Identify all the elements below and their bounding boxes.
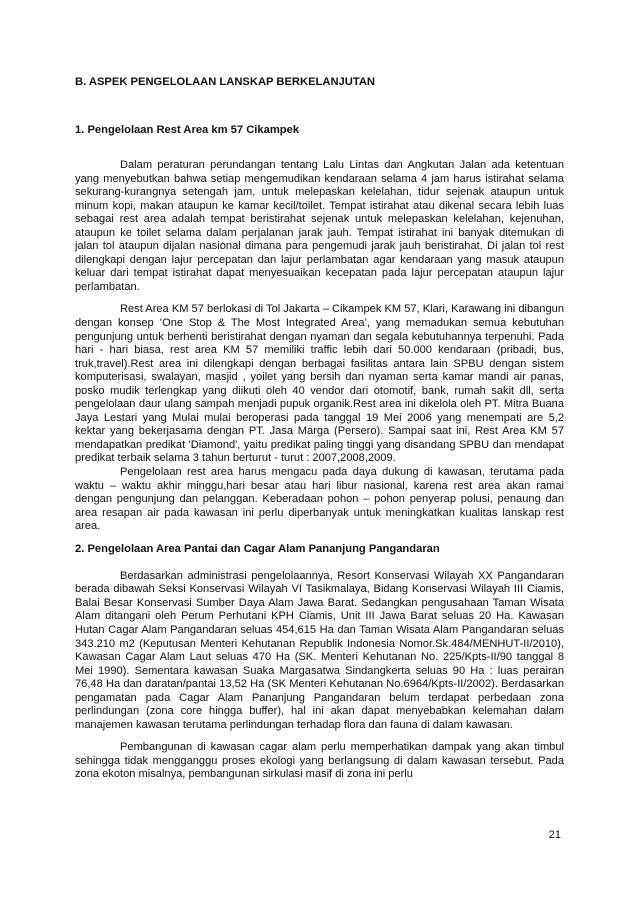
- paragraph: Pengelolaan rest area harus mengacu pada daya dukung di kawasan, terutama pada waktu – waktu akhir minggu,hari besar atau hari libur nasional, karena rest area akan ramai dengan pengunjung dan pelanggan. Keberadaan pohon – pohon penyerap polusi, penaung dan area resapan air pada kawasan ini perlu diperbanyak untuk meningkatkan kualitas lanskap rest area.: [75, 466, 564, 533]
- subsection-title-rest-area: 1. Pengelolaan Rest Area km 57 Cikampek: [75, 124, 300, 136]
- section-title: B. ASPEK PENGELOLAAN LANSKAP BERKELANJUTAN: [75, 76, 376, 88]
- paragraph: Rest Area KM 57 berlokasi di Tol Jakarta – Cikampek KM 57, Klari, Karawang ini dibangun dengan konsep ’One Stop & The Most Integrated Area’, yang memadukan semua kebutuhan pengunjung untuk berhenti beristirahat dengan nyaman dan segala kebutuhannya terpenuhi. Pada hari - hari biasa, rest area KM 57 memiliki traffic lebih dari 50.000 kendaraan (pribadi, bus, truk,travel).Rest area ini dilengkapi dengan berbagai fasilitas antara lain SPBU dengan sistem komputerisasi, swalayan, masjid , yoilet yang bersih dan nyaman serta kamar mandi air panas, posko mudik terlengkap yang diikuti oleh 40 vendor dari otomotif, bank, rumah sakit dll, serta pengelolaan daur ulang sampah menjadi pupuk organik.Rest area ini dikelola oleh PT. Mitra Buana Jaya Lestari yang Mulai mulai beroperasi pada tanggal 19 Mei 2006 yang menempati are 5,2 kektar yang bekerjasama dengan PT. Jasa Marga (Persero). Sampai saat ini, Rest Area KM 57 mendapatkan predikat 'Diamond', yaitu predikat paling tinggi yang disandang SPBU dan mendapat predikat terbaik selama 3 tahun berturut - turut : 2007,2008,2009.: [75, 303, 564, 465]
- paragraph: Dalam peraturan perundangan tentang Lalu Lintas dan Angkutan Jalan ada ketentuan yang menyebutkan bahwa setiap mengemudikan kendaraan selama 4 jam harus istirahat selama sekurang-kurangnya setengah jam, untuk melepaskan kelelahan, tidur sejenak ataupun untuk minum kopi, makan ataupun ke kamar kecil/toilet. Tempat istirahat atau dikenal secara lebih luas sebagai rest area adalah tempat beristirahat sejenak untuk melepaskan kelelahan, kejenuhan, ataupun ke toilet selama dalam perjalanan jarak jauh. Tempat istirahat ini banyak ditemukan di jalan tol ataupun dijalan nasional dimana para pengemudi jarak jauh beristirahat. Di jalan tol rest dilengkapi dengan lajur percepatan dan lajur perlambatan agar kendaraan yang masuk ataupun keluar dari tempat istirahat dapat menyesuaikan kecepatan pada lajur percepatan ataupun lajur perlambatan.: [75, 159, 564, 293]
- paragraph: Berdasarkan administrasi pengelolaannya, Resort Konservasi Wilayah XX Pangandaran berada dibawah Seksi Konservasi Wilayah VI Tasikmalaya, Bidang Konservasi Wilayah III Ciamis, Balai Besar Konservasi Sumber Daya Alam Jawa Barat. Sedangkan pengusahaan Taman Wisata Alam ditangani oleh Perum Perhutani KPH Ciamis, Unit III Jawa Barat seluas 20 Ha. Kawasan Hutan Cagar Alam Pangandaran seluas 454,615 Ha dan Taman Wisata Alam Pangandaran seluas 343.210 m2 (Keputusan Menteri Kehutanan Republik Indonesia Nomor.Sk.484/MENHUT-II/2010), Kawasan Cagar Alam Laut seluas 470 Ha (SK. Menteri Kehutanan No. 225/Kpts-II/90 tanggal 8 Mei 1990). Sementara kawasan Suaka Margasatwa Sindangkerta seluas 90 Ha : luas perairan 76,48 Ha dan daratan/pantai 13,52 Ha (SK Menteri Kehutanan No.6964/Kpts-II/2002). Berdasarkan pengamatan pada Cagar Alam Pananjung Pangandaran belum terdapat perbedaan zona perlindungan (zona core hingga buffer), hal ini akan dapat menyebabkan kelemahan dalam manajemen kawasan terutama perlindungan terhadap flora dan fauna di dalam kawasan.: [75, 569, 564, 731]
- page-number: 21: [548, 829, 561, 841]
- subsection-title-pangandaran: 2. Pengelolaan Area Pantai dan Cagar Alam Pananjung Pangandaran: [75, 542, 440, 555]
- document-page: [75, 70, 564, 782]
- paragraph: Pembangunan di kawasan cagar alam perlu memperhatikan dampak yang akan timbul sehingga tidak mengganggu proses ekologi yang berlangsung di dalam kawasan tersebut. Pada zona ekoton misalnya, pembangunan sirkulasi masif di zona ini perlu: [75, 741, 564, 781]
